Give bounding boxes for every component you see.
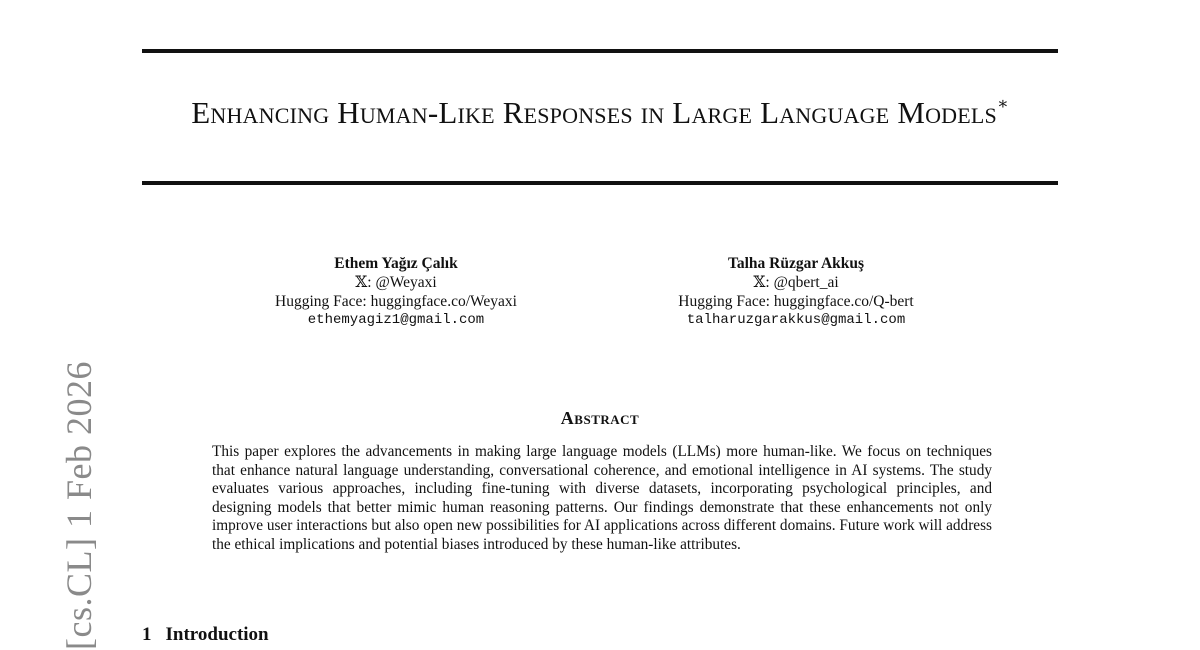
author-hugging-face: Hugging Face: huggingface.co/Weyaxi <box>275 293 517 310</box>
abstract-text: This paper explores the advancements in making large language models (LLMs) more human-like. We focus on techniques that enhance natural language understanding, conversational coherence, and emotional intelligence in AI systems. The study evaluates various approaches, including fine-tuning with diverse datasets, incorporating psychological principles, and designing models that better mimic human reasoning patterns. Our findings demonstrate that these enhancements not only improve user interactions but also open new possibilities for AI applications across different domains. Future work will address the ethical implications and potential biases introduced by these human-like attributes. <box>212 443 992 553</box>
title-top-rule <box>142 49 1058 53</box>
author-x-handle: 𝕏: @qbert_ai <box>753 274 839 291</box>
section-heading <box>142 624 269 646</box>
section-title: Introduction <box>165 624 269 645</box>
paper-title <box>142 84 1058 133</box>
author-name: Ethem Yağız Çalık <box>334 255 458 272</box>
author-block-1 <box>186 254 606 330</box>
author-x-handle: 𝕏: @Weyaxi <box>355 274 437 291</box>
title-bottom-rule <box>142 181 1058 185</box>
author-name: Talha Rüzgar Akkuş <box>727 255 865 272</box>
title-footnote-mark: ∗ <box>996 94 1009 113</box>
author-email: ethemyagiz1@gmail.com <box>307 312 485 328</box>
arxiv-side-stamp: [cs.CL] 1 Feb 2026 <box>59 361 99 650</box>
author-hugging-face: Hugging Face: huggingface.co/Q-bert <box>678 293 914 310</box>
abstract-heading: Abstract <box>560 408 640 428</box>
paper-title-text: Enhancing Human-Like Responses in Large Language Models <box>191 95 997 130</box>
author-email: talharuzgarakkus@gmail.com <box>686 312 906 328</box>
section-number: 1 <box>142 624 152 645</box>
author-block-2 <box>586 254 1006 330</box>
